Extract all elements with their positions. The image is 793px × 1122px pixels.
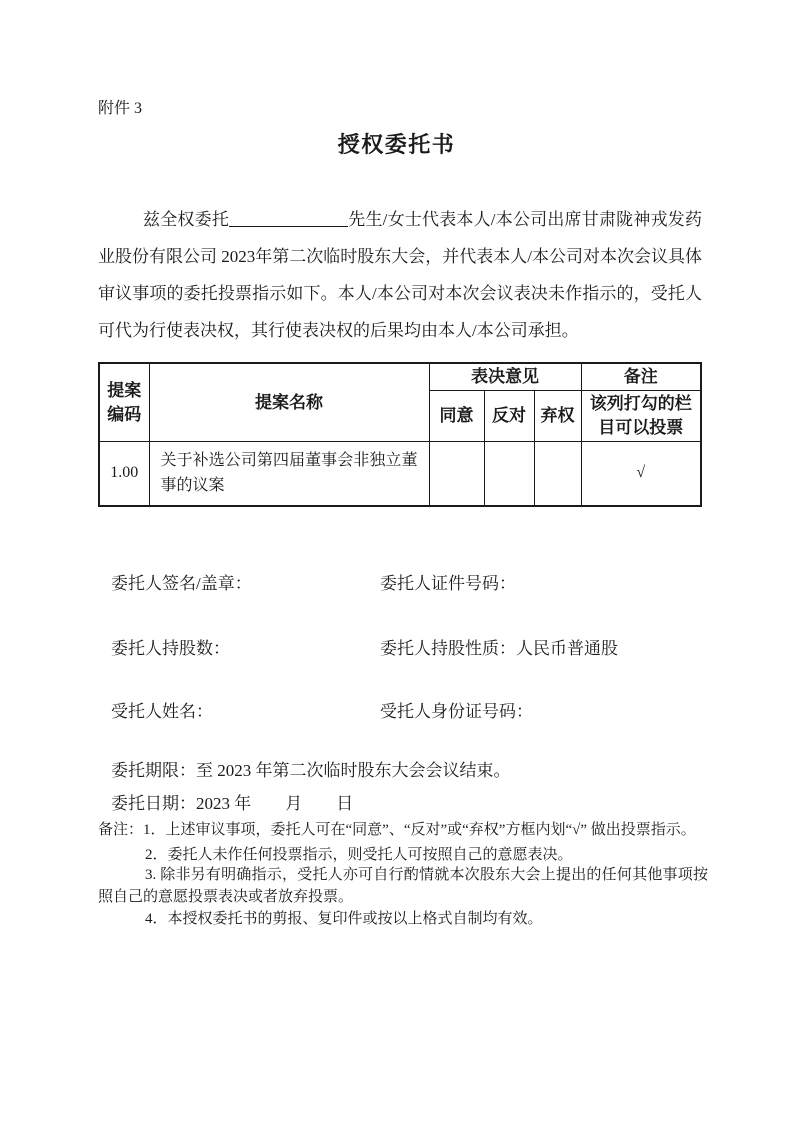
header-proposal-code: 提案编码 bbox=[99, 363, 149, 442]
header-proposal-name: 提案名称 bbox=[149, 363, 429, 442]
intro-text-after-blank: 先生/女士代表本人/本公司出席甘肃陇神戎发药业股份有限公司 2023年第二次临时股东大会，并代表本人/本公司对本次会议具体审议事项的委托投票指示如下。本人/本公司对本次会议表决未作指示的，受托人可代为行使表决权，其行使表决权的后果均由本人/本公司承担。 bbox=[98, 210, 702, 340]
table-row bbox=[99, 442, 701, 506]
trustee-name-label: 受托人姓名： bbox=[111, 702, 213, 721]
header-abstain: 弃权 bbox=[534, 391, 581, 442]
note-item-2: 2．委托人未作任何投票指示，则受托人可按照自己的意愿表决。 bbox=[145, 847, 573, 863]
cell-agree[interactable] bbox=[429, 442, 484, 506]
intro-paragraph bbox=[98, 201, 702, 349]
proxy-term-line: 委托期限：至 2023 年第二次临时股东大会会议结束。 bbox=[111, 761, 511, 780]
proposals-table bbox=[98, 362, 702, 507]
cell-proposal-name: 关于补选公司第四届董事会非独立董事的议案 bbox=[149, 442, 429, 506]
intro-text-before-blank: 兹全权委托 bbox=[143, 210, 230, 229]
header-voting-opinion: 表决意见 bbox=[429, 363, 581, 391]
page-title: 授权委托书 bbox=[337, 132, 456, 157]
header-remark-note: 该列打勾的栏目可以投票 bbox=[581, 391, 701, 442]
principal-shares-label: 委托人持股数： bbox=[111, 639, 230, 658]
header-remark: 备注 bbox=[581, 363, 701, 391]
table-header-row-top bbox=[99, 363, 701, 391]
cell-oppose[interactable] bbox=[484, 442, 534, 506]
attachment-label: 附件 3 bbox=[98, 100, 143, 117]
principal-share-type-label: 委托人持股性质：人民币普通股 bbox=[380, 639, 618, 658]
signature-blank bbox=[229, 210, 348, 227]
note-item-4: 4．本授权委托书的剪报、复印件或按以上格式自制均有效。 bbox=[145, 911, 543, 927]
header-agree: 同意 bbox=[429, 391, 484, 442]
cell-abstain[interactable] bbox=[534, 442, 581, 506]
header-oppose: 反对 bbox=[484, 391, 534, 442]
principal-id-label: 委托人证件号码： bbox=[380, 574, 516, 593]
cell-remark-check: √ bbox=[581, 442, 701, 506]
principal-signature-label: 委托人签名/盖章： bbox=[111, 574, 252, 593]
note-item-3: 3. 除非另有明确指示，受托人亦可自行酌情就本次股东大会上提出的任何其他事项按照自己的意愿投票表决或者放弃投票。 bbox=[98, 867, 708, 905]
cell-proposal-code: 1.00 bbox=[99, 442, 149, 506]
note-item-1: 备注：1．上述审议事项，委托人可在“同意”、“反对”或“弃权”方框内划“√” 做出投票指示。 bbox=[98, 822, 696, 838]
trustee-id-label: 受托人身份证号码： bbox=[380, 702, 533, 721]
proxy-date-line: 委托日期：2023 年 月 日 bbox=[111, 794, 354, 813]
